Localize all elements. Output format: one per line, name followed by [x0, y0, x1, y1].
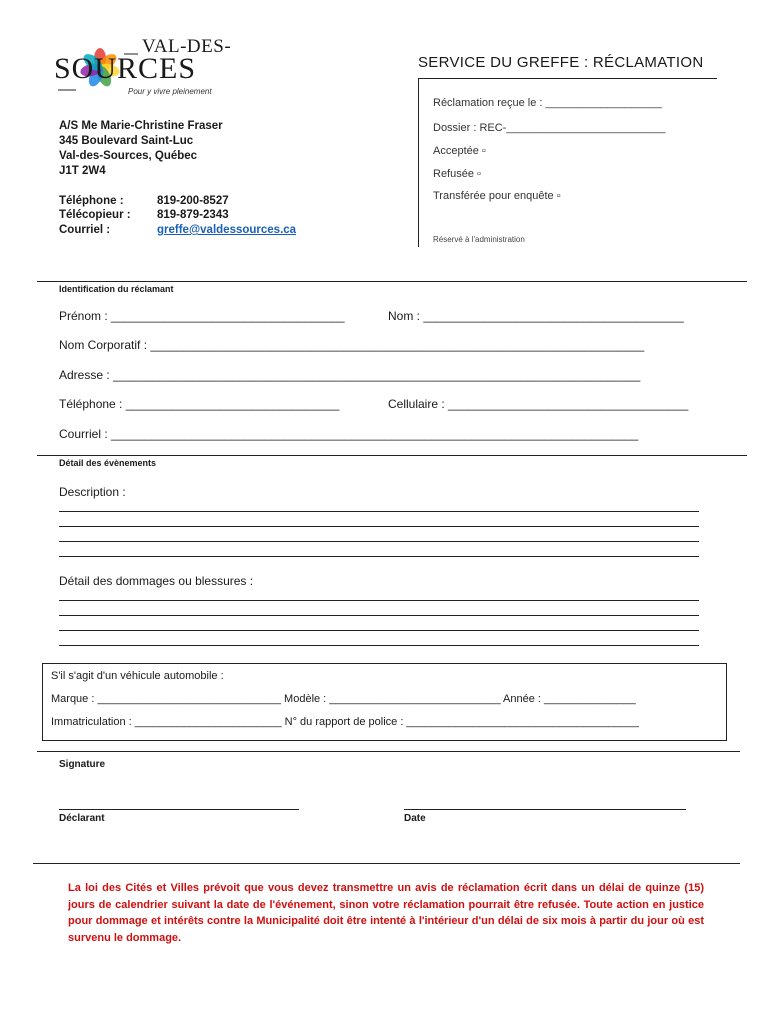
damages-line[interactable] [59, 645, 699, 646]
description-line[interactable] [59, 526, 699, 527]
phone-value: 819-200-8527 [157, 195, 229, 207]
email-label: Courriel : [59, 224, 111, 236]
description-line[interactable] [59, 511, 699, 512]
claimant-phone-field[interactable]: Téléphone : ________________________________ [59, 397, 340, 411]
section-divider [37, 281, 747, 282]
claimant-email-field[interactable]: Courriel : _______________________________________________________________________________ [59, 427, 639, 441]
email-link[interactable]: greffe@valdessources.ca [157, 224, 297, 236]
address-line-1: A/S Me Marie-Christine Fraser [59, 120, 223, 132]
phone-label: Téléphone : [59, 195, 124, 207]
file-number-field[interactable]: Dossier : REC-__________________________ [433, 122, 666, 134]
vehicle-plate-police-field[interactable]: Immatriculation : ________________________ N° du rapport de police : ______________________________________ [51, 716, 639, 728]
admin-box [418, 78, 717, 247]
description-line[interactable] [59, 556, 699, 557]
address-line-3: Val-des-Sources, Québec [59, 150, 198, 162]
vehicle-intro: S'il s'agit d'un véhicule automobile : [51, 670, 224, 682]
logo-tagline: Pour y vivre pleinement [128, 87, 212, 96]
mailing-address [59, 119, 223, 179]
description-line[interactable] [59, 541, 699, 542]
fax-value: 819-879-2343 [157, 209, 229, 221]
section-divider [33, 863, 740, 864]
vehicle-make-model-year-field[interactable]: Marque : ______________________________ Modèle : ____________________________ Année : _______________ [51, 693, 636, 705]
company-name-field[interactable]: Nom Corporatif : __________________________________________________________________________ [59, 338, 645, 352]
damages-label: Détail des dommages ou blessures : [59, 574, 254, 588]
vehicle-box [42, 663, 727, 741]
damages-line[interactable] [59, 615, 699, 616]
date-signature-line[interactable] [404, 809, 686, 810]
transferred-checkbox[interactable]: Transférée pour enquête ▫ [433, 190, 561, 202]
received-date-field[interactable]: Réclamation reçue le : ___________________ [433, 97, 662, 109]
email-row [59, 224, 296, 236]
logo-text-top: VAL-DES- [142, 36, 232, 57]
section-divider [37, 455, 747, 456]
damages-line[interactable] [59, 630, 699, 631]
date-label: Date [404, 813, 426, 824]
events-section-label: Détail des évènements [59, 458, 157, 468]
signature-section-label: Signature [59, 759, 106, 770]
legal-notice: La loi des Cités et Villes prévoit que vous devez transmettre un avis de réclamation écrit dans un délai de quinze (15) jours de calendrier suivant la date de l'événement, sinon votre réclamation pourrait être refusée. Toute action en justice pour dommage et intérêts contre la Municipalité doit être intenté à l'intérieur d'un délai de six mois à partir du jour où est survenu le dommage. [68, 882, 704, 944]
admin-reserved-note: Réservé à l'administration [433, 235, 525, 244]
description-label: Description : [59, 485, 126, 499]
address-field[interactable]: Adresse : _______________________________________________________________________________ [59, 368, 641, 382]
damages-line[interactable] [59, 600, 699, 601]
declarant-label: Déclarant [59, 813, 105, 824]
logo-text-main: SOURCES [54, 52, 197, 85]
phone-row [59, 195, 229, 207]
fax-row [59, 209, 229, 221]
first-name-field[interactable]: Prénom : ___________________________________ [59, 309, 345, 323]
accepted-checkbox[interactable]: Acceptée ▫ [433, 145, 486, 157]
section-divider [37, 751, 740, 752]
address-line-4: J1T 2W4 [59, 165, 106, 177]
cell-phone-field[interactable]: Cellulaire : ____________________________________ [388, 397, 689, 411]
declarant-signature-line[interactable] [59, 809, 299, 810]
claimant-section-label: Identification du réclamant [59, 284, 174, 294]
form-title: SERVICE DU GREFFE : RÉCLAMATION [418, 54, 704, 71]
last-name-field[interactable]: Nom : _______________________________________ [388, 309, 684, 323]
address-line-2: 345 Boulevard Saint-Luc [59, 135, 194, 147]
refused-checkbox[interactable]: Refusée ▫ [433, 168, 481, 180]
fax-label: Télécopieur : [59, 209, 131, 221]
